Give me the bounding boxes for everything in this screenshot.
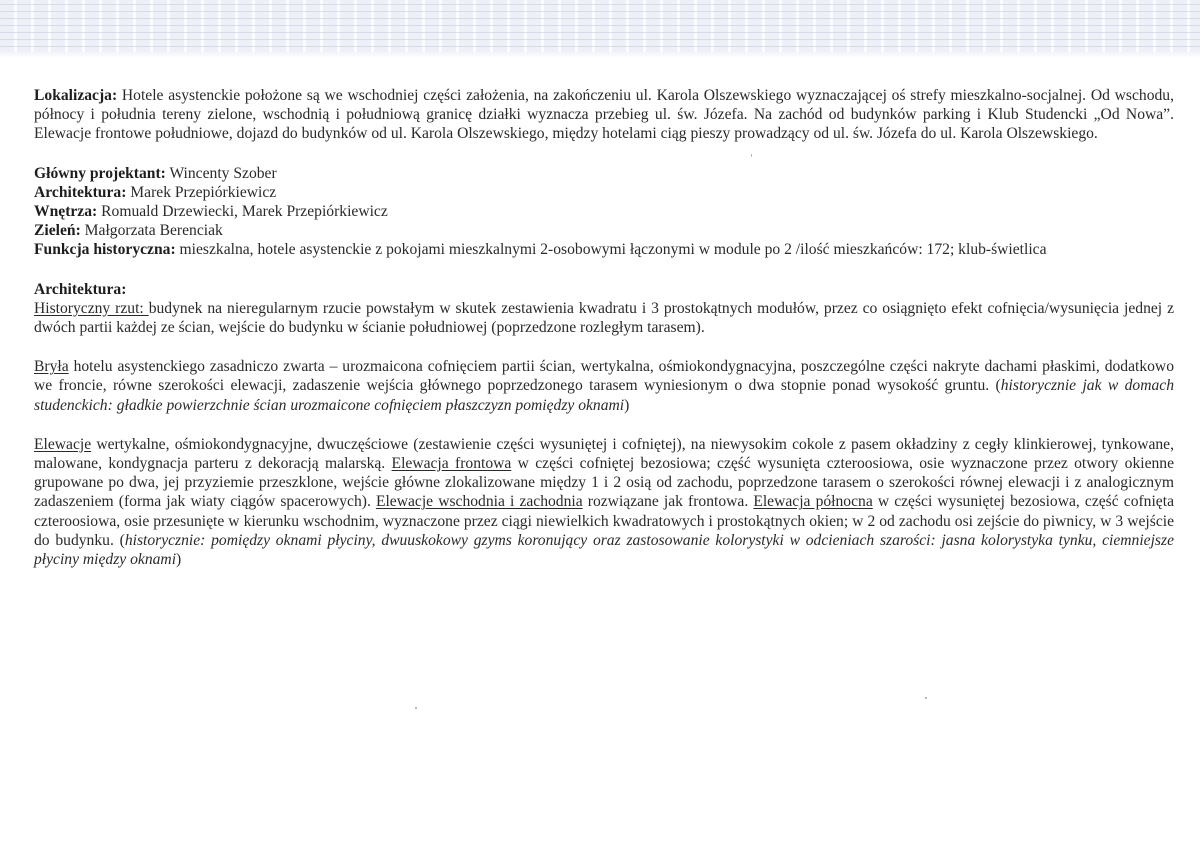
- bryla-paragraph: [34, 357, 1174, 415]
- scan-speck: [925, 697, 927, 699]
- bryla-close-paren: ): [624, 396, 630, 414]
- section-heading: Architektura:: [34, 280, 127, 298]
- elewacja-polnocna-term: Elewacja północna: [753, 493, 873, 511]
- elewacje-paragraph: [34, 435, 1174, 569]
- credit-label: Architektura:: [34, 183, 127, 201]
- bryla-historical-note: historycznie jak w domach studenckich: gładkie powierzchnie ścian urozmaicone cofnięciem płaszczyzn pomiędzy oknami: [34, 377, 1175, 414]
- historyczny-rzut-text: budynek na nieregularnym rzucie powstałym w skutek zestawienia kwadratu i 3 prostokątnych modułów, przez co osiągnięto efekt cofnięcia/wysunięcia jednej z dwóch partii każdej ze ścian, wejście do budynku w ścianie południowej (poprzedzone rozległym tarasem).: [34, 299, 1175, 337]
- credit-value: Marek Przepiórkiewicz: [126, 183, 277, 201]
- bryla-term: Bryła: [34, 358, 69, 376]
- credit-zielen: [34, 221, 1174, 240]
- credit-funkcja-historyczna: [34, 240, 1174, 259]
- credit-architektura: [34, 183, 1174, 202]
- elewacja-frontowa-term: Elewacja frontowa: [391, 455, 512, 473]
- credit-value: Wincenty Szober: [165, 164, 277, 182]
- scanned-header-band: [0, 0, 1200, 52]
- document-page: [34, 86, 1174, 569]
- credits-list: [34, 164, 1174, 260]
- elewacje-historical-note: historycznie: pomiędzy oknami płyciny, dwuuskokowy gzyms koronujący oraz zastosowanie kolorystyki w odcieniach szarości: jasna kolorystyka tynku, ciemniejsze płyciny między oknami: [34, 531, 1174, 569]
- credit-value: Małgorzata Berenciak: [80, 222, 223, 240]
- credit-label: Funkcja historyczna:: [34, 241, 176, 259]
- credit-label: Główny projektant:: [34, 164, 166, 182]
- credit-value: mieszkalna, hotele asystenckie z pokojami mieszkalnymi 2-osobowymi łączonymi w module po 2 /ilość mieszkańców: 172; klub-świetlica: [175, 241, 1047, 259]
- historyczny-rzut-paragraph: [34, 299, 1174, 337]
- architektura-heading: [34, 280, 1174, 299]
- lokalizacja-paragraph: [34, 86, 1174, 144]
- elewacje-term: Elewacje: [34, 435, 92, 453]
- scan-speck: [415, 707, 417, 709]
- lokalizacja-text: Hotele asystenckie położone są we wschodniej części założenia, na zakończeniu ul. Karola Olszewskiego wyznaczającej oś strefy mieszkalno-socjalnej. Od wschodu, północy i południa tereny zielone, wschodnią i południową granicę działki wyznacza przebieg ul. św. Józefa. Na zachód od budynków parking i Klub Studencki „Od Nowa”. Elewacje frontowe południowe, dojazd do budynków od ul. Karola Olszewskiego, między hotelami ciąg pieszy prowadzący od ul. św. Józefa do ul. Karola Olszewskiego.: [34, 87, 1174, 143]
- elewacje-text: wertykalne, ośmiokondygnacyjne, dwuczęściowe (zestawienie części wysuniętej i cofniętej), na niewysokim cokole z pasem okładziny z cegły klinkierowej, tynkowane, malowane, kondygnacja parteru z dekoracją malarską.: [34, 435, 1174, 473]
- historyczny-rzut-term: Historyczny rzut:: [34, 299, 149, 317]
- credit-value: Romuald Drzewiecki, Marek Przepiórkiewicz: [97, 203, 388, 221]
- bryla-text: hotelu asystenckiego zasadniczo zwarta – urozmaicona cofnięciem partii ścian, wertykalna, ośmiokondygnacyjna, poszczególne części nakryte dachami płaskimi, dodatkowo we froncie, równe szerokości elewacji, zadaszenie wejścia głównego poprzedzonego tarasem wyniesionym o dwa stopnie ponad wysokość gruntu. (: [34, 358, 1174, 395]
- credit-label: Wnętrza:: [34, 203, 98, 221]
- elewacje-wschodnia-zachodnia-term: Elewacje wschodnia i zachodnia: [375, 493, 583, 511]
- elewacje-close-paren: ): [176, 551, 182, 569]
- lokalizacja-label: Lokalizacja:: [34, 87, 118, 104]
- credit-wnetrza: [34, 202, 1174, 221]
- elewacja-frontowa-text: w części cofniętej bezosiowa; część wysunięta czteroosiowa, osie wyznaczone przez otwory okienne grupowane po dwa, jej przyziemie przeszklone, wejście główne zlokalizowane między 1 i 2 osią od zachodu, poprzedzone tarasem o szerokości równej elewacji i z analogicznym zadaszeniem (forma jak wiaty ciągów spacerowych).: [34, 455, 1175, 511]
- scan-speck: [751, 154, 752, 157]
- credit-glowny-projektant: [34, 164, 1174, 183]
- elewacje-wschodnia-zachodnia-text: rozwiązane jak frontowa.: [582, 493, 754, 511]
- elewacja-polnocna-text: w części wysuniętej bezosiowa, część cofnięta czteroosiowa, osie przesunięte w kierunku wschodnim, wyznaczone przez ciągi niewielkich kwadratowych i prostokątnych okien; w 2 od zachodu osi zejście do piwnicy, w 3 wejście do budynku. (: [34, 493, 1174, 549]
- credit-label: Zieleń:: [34, 222, 81, 240]
